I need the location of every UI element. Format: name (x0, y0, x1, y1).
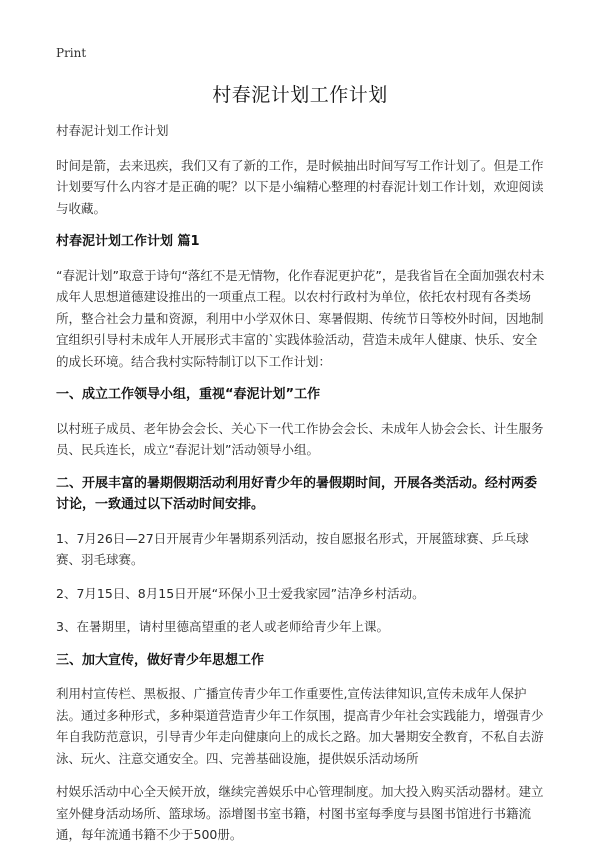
print-link[interactable]: Print (56, 46, 87, 60)
publicity-paragraph: 利用村宣传栏、黑板报、广播宣传青少年工作重要性,宣传法律知识,宣传未成年人保护法。通过多种形式，多种渠道营造青少年工作氛围，提高青少年社会实践能力，增强青少年自我防范意识，引导青少年走向健康向上的成长之路。加大暑期安全教育，不私自去游泳、玩火、注意交通安全。四、完善基础设施，提供娱乐活动场所 (56, 686, 544, 766)
document-body (56, 120, 546, 858)
section-title: 村春泥计划工作计划 篇1 (56, 234, 200, 249)
heading-summer-activities: 二、开展丰富的暑期假期活动利用好青少年的暑假期时间，开展各类活动。经村两委讨论，一致通过以下活动时间安排。 (56, 475, 538, 512)
activity-item-2: 2、7月15日、8月15日开展“环保小卫士爱我家园”洁净乡村活动。 (56, 585, 425, 601)
heading-leadership-group: 一、成立工作领导小组，重视“春泥计划”工作 (56, 387, 321, 402)
document-subtitle: 村春泥计划工作计划 (56, 123, 169, 138)
background-paragraph: “春泥计划”取意于诗句“落红不是无情物，化作春泥更护花”，是我省旨在全面加强农村未成年人思想道德建设推出的一项重点工程。以农村行政村为单位，依托农村现有各类场所，整合社会力量和资源，利用中小学双休日、寒暑假期、传统节日等校外时间，因地制宜组织引导村未成年人开展形式丰富的`实践体验活动，营造未成年人健康、快乐、安全的成长环境。结合我村实际特制订以下工作计划： (56, 267, 545, 369)
document-title: 村春泥计划工作计划 (212, 84, 388, 106)
heading-publicity: 三、加大宣传，做好青少年思想工作 (56, 652, 265, 668)
facilities-paragraph: 村娱乐活动中心全天候开放，继续完善娱乐中心管理制度。加大投入购买活动器材。建立室外健身活动场所、篮球场。添增图书室书籍，村图书室每季度与县图书馆进行书籍流通，每年流通书籍不少于500册。 (56, 784, 544, 842)
activity-item-3: 3、在暑期里，请村里德高望重的老人或老师给青少年上课。 (56, 619, 389, 634)
intro-paragraph: 时间是箭，去来迅疾，我们又有了新的工作，是时候抽出时间写写工作计划了。但是工作计划要写什么内容才是正确的呢？以下是小编精心整理的村春泥计划工作计划，欢迎阅读与收藏。 (56, 157, 544, 216)
activity-item-1: 1、7月26日—27日开展青少年暑期系列活动，按自愿报名形式，开展篮球赛、乒乓球赛、羽毛球赛。 (56, 530, 529, 567)
leadership-paragraph: 以村班子成员、老年协会会长、关心下一代工作协会会长、未成年人协会会长、计生服务员、民兵连长，成立“春泥计划”活动领导小组。 (56, 420, 544, 457)
